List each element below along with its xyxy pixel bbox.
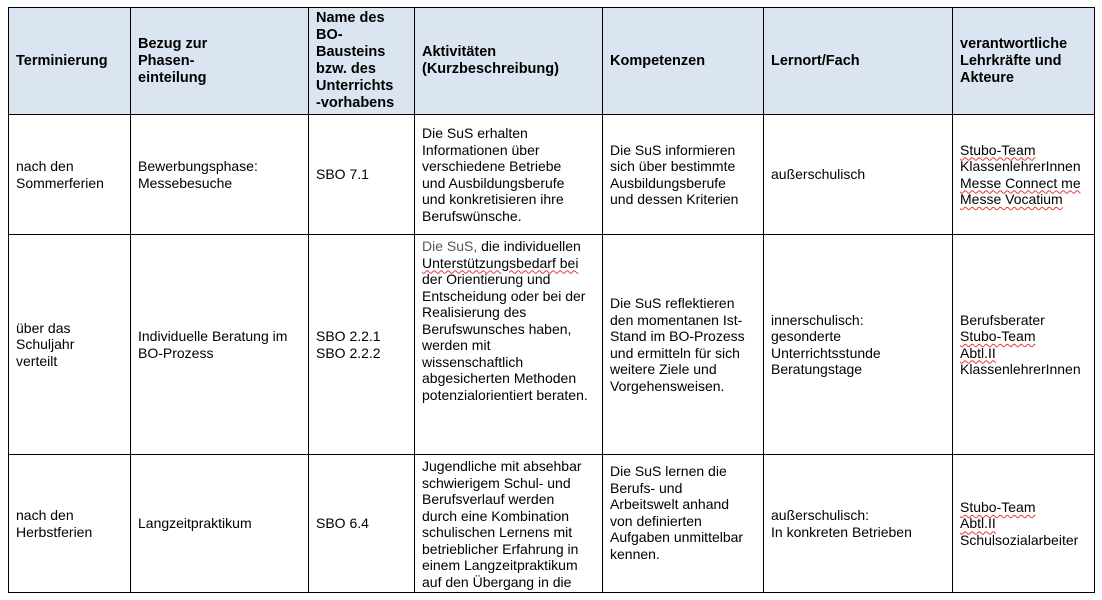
cell-aktivitaeten: Die SuS, die individuellen Unterstützungsbedarf bei der Orientierung und Entscheidung oder bei der Realisierung des Berufswunsches haben, werden mit wissenschaftlich abgesicherten Methoden potenzialorientiert beraten. xyxy=(415,235,603,455)
cell-baustein: SBO 6.4 xyxy=(309,455,415,593)
header-aktivitaeten: Aktivitäten (Kurzbeschreibung) xyxy=(415,8,603,115)
header-baustein: Name des BO- Bausteins bzw. des Unterrichts -vorhabens xyxy=(309,8,415,115)
cell-lernort: innerschulisch: gesonderte Unterrichtsstunde Beratungstage xyxy=(764,235,953,455)
cell-terminierung: nach den Herbstferien xyxy=(9,455,131,593)
header-lernort: Lernort/Fach xyxy=(764,8,953,115)
cell-baustein: SBO 2.2.1 SBO 2.2.2 xyxy=(309,235,415,455)
cell-baustein: SBO 7.1 xyxy=(309,115,415,235)
cell-kompetenzen: Die SuS lernen die Berufs- und Arbeitswelt anhand von definierten Aufgaben unmittelbar kennen. xyxy=(603,455,764,593)
header-row xyxy=(9,8,1095,115)
cell-akteure: Stubo-Team KlassenlehrerInnen Messe Connect me Messe Vocatium xyxy=(953,115,1095,235)
cell-phase: Bewerbungsphase: Messebesuche xyxy=(131,115,309,235)
cell-aktivitaeten: Jugendliche mit absehbar schwierigem Schul- und Berufsverlauf werden durch eine Kombination schulischen Lernens mit betrieblicher Erfahrung in einem Langzeitpraktikum auf den Übergang in die xyxy=(415,455,603,593)
cell-kompetenzen: Die SuS informieren sich über bestimmte Ausbildungsberufe und dessen Kriterien xyxy=(603,115,764,235)
cell-akteure: Stubo-Team Abtl.II Schulsozialarbeiter xyxy=(953,455,1095,593)
header-terminierung: Terminierung xyxy=(9,8,131,115)
cell-terminierung: nach den Sommerferien xyxy=(9,115,131,235)
header-kompetenzen: Kompetenzen xyxy=(603,8,764,115)
cell-aktivitaeten: Die SuS erhalten Informationen über verschiedene Betriebe und Ausbildungsberufe und konkretisieren ihre Berufswünsche. xyxy=(415,115,603,235)
header-phasenbezug: Bezug zur Phasen- einteilung xyxy=(131,8,309,115)
table-row xyxy=(9,455,1095,593)
cell-lernort: außerschulisch xyxy=(764,115,953,235)
cell-lernort: außerschulisch: In konkreten Betrieben xyxy=(764,455,953,593)
cell-akteure: Berufsberater Stubo-Team Abtl.II KlassenlehrerInnen xyxy=(953,235,1095,455)
cell-kompetenzen: Die SuS reflektieren den momentanen Ist- Stand im BO-Prozess und ermitteln für sich weitere Ziele und Vorgehensweisen. xyxy=(603,235,764,455)
cell-terminierung: über das Schuljahr verteilt xyxy=(9,235,131,455)
table-row xyxy=(9,115,1095,235)
table-row xyxy=(9,235,1095,455)
cell-phase: Individuelle Beratung im BO-Prozess xyxy=(131,235,309,455)
cell-phase: Langzeitpraktikum xyxy=(131,455,309,593)
bo-plan-table xyxy=(8,7,1095,593)
header-akteure: verantwortliche Lehrkräfte und Akteure xyxy=(953,8,1095,115)
